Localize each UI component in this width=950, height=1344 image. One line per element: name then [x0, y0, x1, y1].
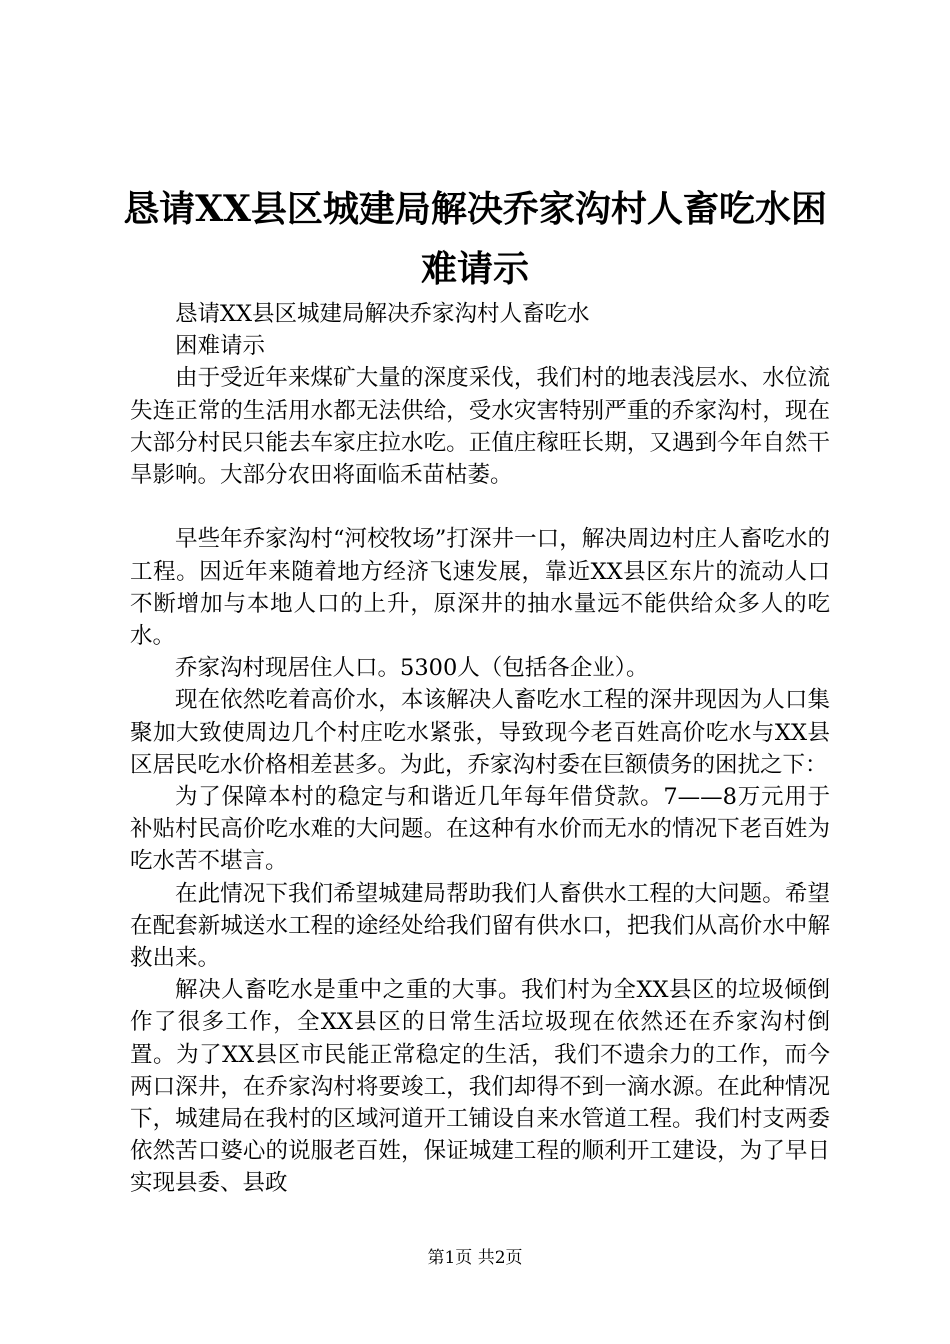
paragraph-4: 现在依然吃着高价水，本该解决人畜吃水工程的深井现因为人口集聚加大致使周边几个村庄吃水紧张，导致现今老百姓高价吃水与XX县区居民吃水价格相差甚多。为此，乔家沟村委在巨额债务的困扰之下： [130, 687, 830, 778]
paragraph-2: 早些年乔家沟村“河校牧场”打深井一口，解决周边村庄人畜吃水的工程。因近年来随着地方经济飞速发展，靠近XX县区东片的流动人口不断增加与本地人口的上升，原深井的抽水量远不能供给众多人的吃水。 [130, 526, 830, 650]
subtitle-line-2: 困难请示 [175, 333, 266, 360]
paragraph-5: 为了保障本村的稳定与和谐近几年每年借贷款。7——8万元用于补贴村民高价吃水难的大问题。在这种有水价而无水的情况下老百姓为吃水苦不堪言。 [130, 784, 830, 875]
paragraph-1: 由于受近年来煤矿大量的深度采伐，我们村的地表浅层水、水位流失连正常的生活用水都无法供给，受水灾害特别严重的乔家沟村，现在大部分村民只能去车家庄拉水吃。正值庄稼旺长期，又遇到今年自然干旱影响。大部分农田将面临禾苗枯萎。 [130, 365, 830, 489]
document-body [130, 298, 830, 1200]
subtitle-line-1: 恳请XX县区城建局解决乔家沟村人畜吃水 [175, 301, 590, 327]
paragraph-7: 解决人畜吃水是重中之重的大事。我们村为全XX县区的垃圾倾倒作了很多工作，全XX县区的日常生活垃圾现在依然还在乔家沟村倒置。为了XX县区市民能正常稳定的生活，我们不遗余力的工作，而今两口深井，在乔家沟村将要竣工，我们却得不到一滴水源。在此种情况下，城建局在我村的区域河道开工铺设自来水管道工程。我们村支两委依然苦口婆心的说服老百姓，保证城建工程的顺利开工建设，为了早日实现县委、县政 [130, 977, 830, 1197]
page-footer: 第1页 共2页 [427, 1248, 523, 1268]
paragraph-3: 乔家沟村现居住人口。5300人（包括各企业）。 [175, 655, 649, 682]
document-title-line-2: 难请示 [420, 248, 529, 290]
paragraph-6: 在此情况下我们希望城建局帮助我们人畜供水工程的大问题。希望在配套新城送水工程的途经处给我们留有供水口，把我们从高价水中解救出来。 [130, 880, 830, 972]
document-title-line-1: 恳请XX县区城建局解决乔家沟村人畜吃水困 [123, 188, 827, 230]
